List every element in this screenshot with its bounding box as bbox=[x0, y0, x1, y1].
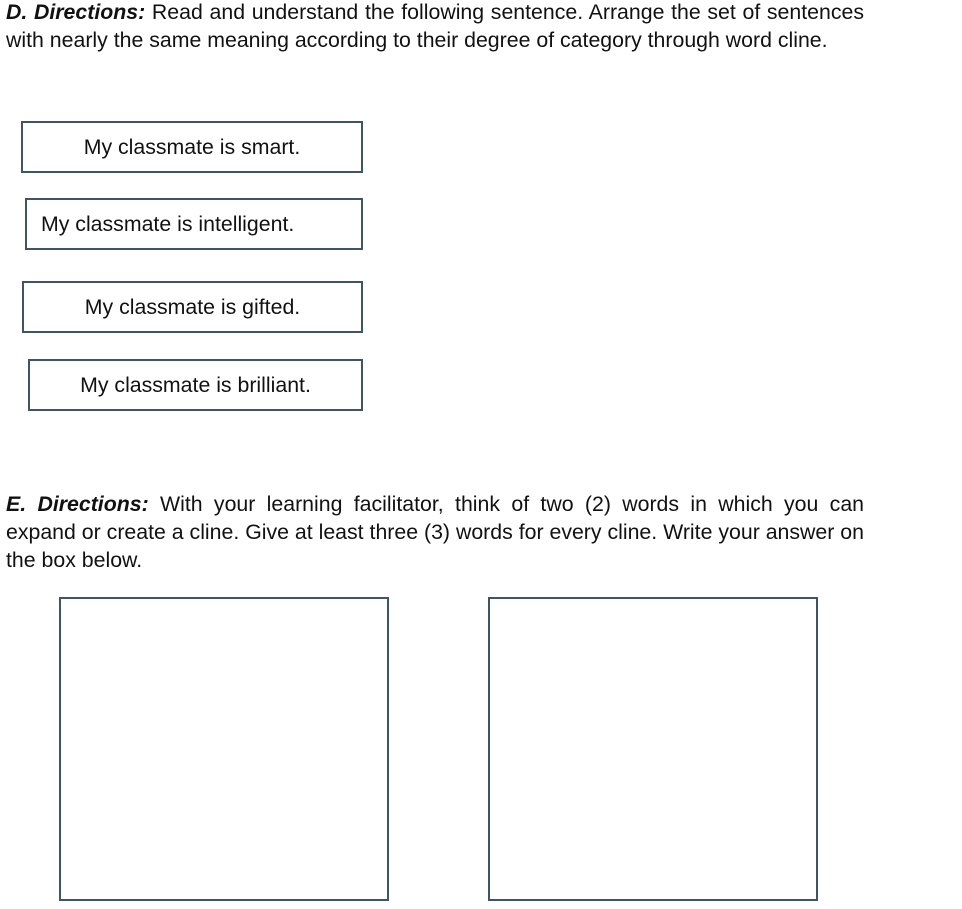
sentence-box-smart: My classmate is smart. bbox=[21, 121, 363, 173]
sentence-box-gifted: My classmate is gifted. bbox=[22, 281, 363, 333]
section-d-label: D. Directions: bbox=[6, 0, 146, 24]
answer-box-2[interactable] bbox=[488, 597, 818, 901]
sentence-box-intelligent: My classmate is intelligent. bbox=[25, 198, 363, 250]
section-e-label: E. Directions: bbox=[6, 492, 149, 516]
section-e-text: With your learning facilitator, think of two (2) words in which you can expand or create a cline. Give at least three (3) words for every cline. Write your answer on the box below. bbox=[6, 492, 865, 572]
section-d-directions bbox=[6, 0, 864, 54]
sentence-box-brilliant: My classmate is brilliant. bbox=[28, 359, 363, 411]
section-d-text: Read and understand the following sentence. Arrange the set of sentences with nearly the same meaning according to their degree of category through word cline. bbox=[6, 0, 864, 52]
answer-box-1[interactable] bbox=[59, 597, 389, 901]
section-e-directions bbox=[6, 490, 864, 574]
